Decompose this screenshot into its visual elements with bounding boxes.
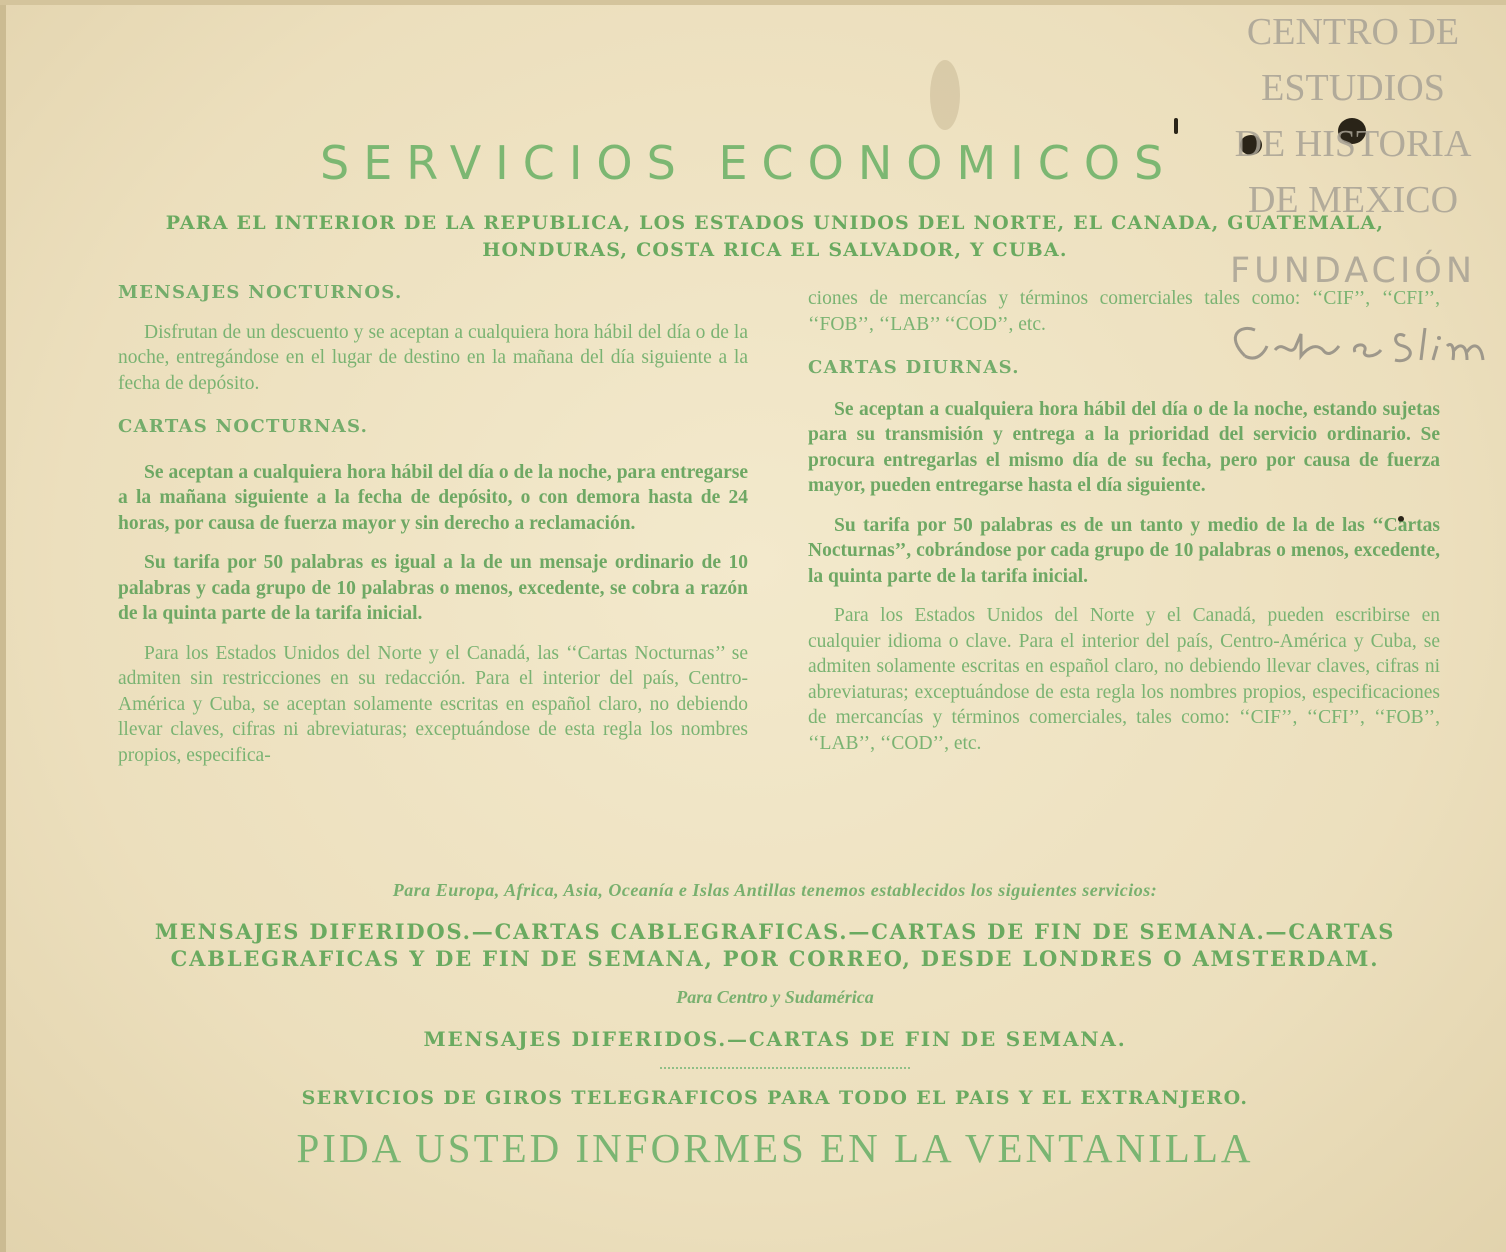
subheading: PARA EL INTERIOR DE LA REPUBLICA, LOS ESTADOS UNIDOS DEL NORTE, EL CANADA, GUATEMALA, HONDURAS, COSTA RICA EL SALVADOR, Y CUBA. [165,212,1385,261]
paragraph-continuation: ciones de mercancías y términos comerciales tales como: ‘‘CIF’’, ‘‘CFI’’, ‘‘FOB’’, ‘‘LAB’’ ‘‘COD’’, etc. [808,288,1440,335]
left-edge [0,0,6,1252]
centro-services: MENSAJES DIFERIDOS.—CARTAS DE FIN DE SEMANA. [423,1027,1127,1051]
paragraph: Se aceptan a cualquiera hora hábil del día o de la noche, para entregarse a la mañana siguiente a la fecha de depósito, o con demora hasta de 24 horas, por causa de fuerza mayor y sin derecho a reclamación. [118,461,748,534]
europe-services: MENSAJES DIFERIDOS.—CARTAS CABLEGRAFICAS.—CARTAS DE FIN DE SEMANA.—CARTAS CABLEGRAFICAS Y DE FIN DE SEMANA, POR CORREO, DESDE LONDRES O AMSTERDAM. [154,919,1396,971]
stain-spot [930,60,960,130]
left-column [118,280,748,768]
watermark-fundacion: FUNDACIÓN [1229,251,1477,291]
giros-line: SERVICIOS DE GIROS TELEGRAFICOS PARA TODO EL PAIS Y EL EXTRANJERO. [301,1087,1249,1109]
watermark-line: CENTRO DE [1246,11,1460,53]
paragraph: Su tarifa por 50 palabras es igual a la de un mensaje ordinario de 10 palabras y cada grupo de 10 palabras o menos, excedente, se cobra a razón de la quinta parte de la tarifa inicial. [118,552,748,624]
watermark [1205,4,1501,376]
page-title: SERVICIOS ECONOMICOS [320,136,1178,190]
paragraph: Su tarifa por 50 palabras es de un tanto y medio de la de las ‘‘Cartas Nocturnas’’, cobrándose por cada grupo de 10 palabras o menos, excedente, la quinta parte de la tarifa inicial. [808,514,1440,587]
section-heading-cartas-nocturnas: CARTAS NOCTURNAS. [118,416,369,437]
footer-notice: PIDA USTED INFORMES EN LA VENTANILLA [296,1125,1254,1171]
section-heading-mensajes-nocturnos: MENSAJES NOCTURNOS. [118,282,403,303]
ink-speck [1174,118,1178,134]
paragraph: Para los Estados Unidos del Norte y el Canadá, pueden escribirse en cualquier idioma o clave. Para el interior del país, Centro-América y Cuba, se admiten solamente escritas en español claro, no debiendo llevar claves, cifras ni abreviaturas; exceptuándose de esta regla los nombres propios, especificaciones de mercancías y términos comerciales, tales como: ‘‘CIF’’, ‘‘CFI’’, ‘‘FOB’’, ‘‘LAB’’, ‘‘COD’’, etc. [808,605,1440,754]
centro-lead: Para Centro y Sudamérica [676,987,874,1007]
watermark-line: DE MEXICO [1247,179,1459,221]
paragraph: Se aceptan a cualquiera hora hábil del día o de la noche, estando sujetas para su transmisión y entrega a la prioridad del servicio ordinario. Se procura entregarlas el mismo día de su fecha, pero por causa de fuerza mayor, pueden entregarse hasta el día siguiente. [808,398,1440,496]
watermark-line: ESTUDIOS [1261,67,1445,109]
section-heading-cartas-diurnas: CARTAS DIURNAS. [808,357,1020,378]
watermark-line: DE HISTORIA [1234,123,1472,165]
europe-lead: Para Europa, Africa, Asia, Oceanía e Islas Antillas tenemos establecidos los siguientes servicios: [392,880,1158,900]
signature-icon [1205,316,1501,376]
paragraph: Para los Estados Unidos del Norte y el Canadá, las ‘‘Cartas Nocturnas’’ se admiten sin restricciones en su redacción. Para el interior del país, Centro-América y Cuba, se aceptan solamente escritas en español claro, no debiendo llevar claves, cifras ni abreviaturas; exceptuándose de esta regla los nombres propios, especifica- [118,642,748,766]
paragraph: Disfrutan de un descuento y se aceptan a cualquiera hora hábil del día o de la noche, entregándose en el lugar de destino en la mañana del día siguiente a la fecha de depósito. [118,321,748,394]
divider [660,1067,910,1069]
